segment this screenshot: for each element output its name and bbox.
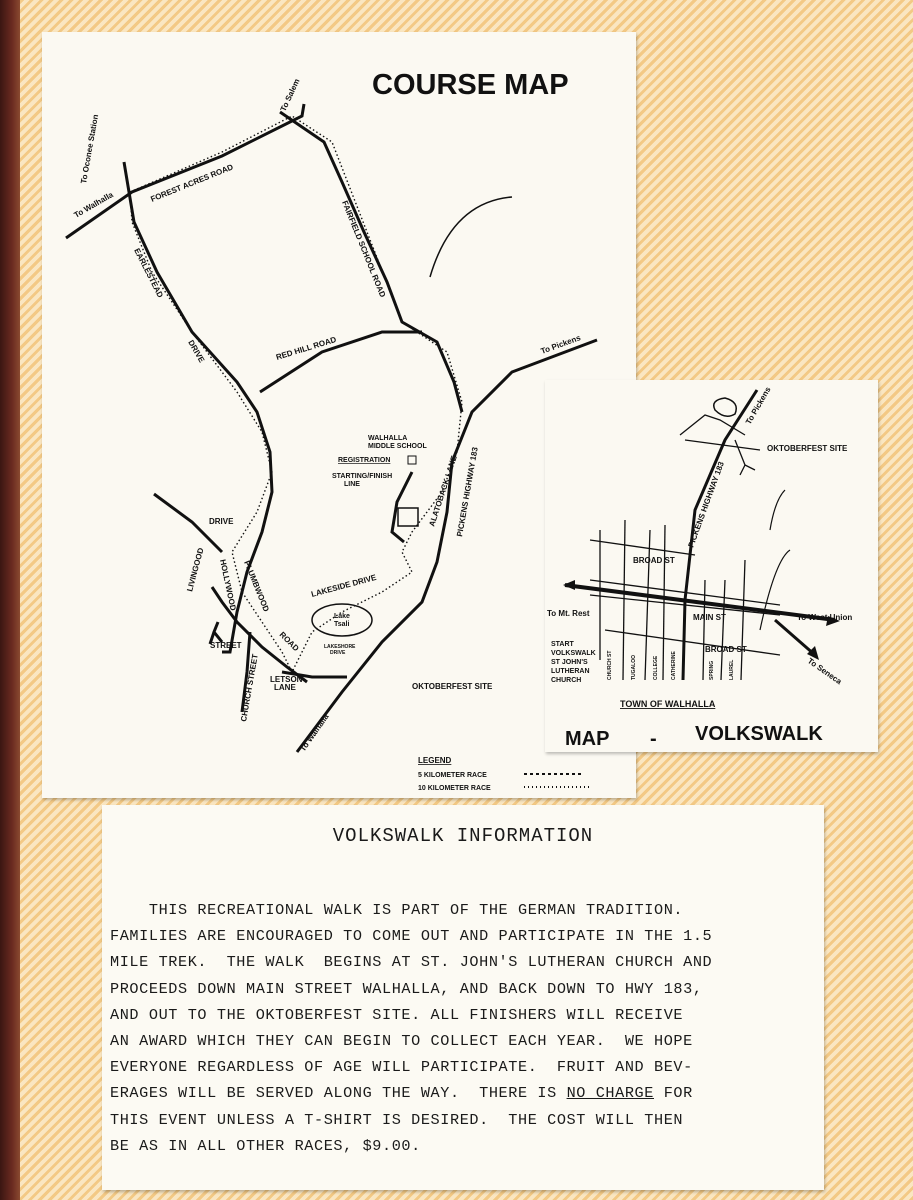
map-title-dash: - bbox=[650, 728, 657, 750]
to-pickens-label: To Pickens bbox=[743, 385, 773, 426]
livingood-label: LIVINGOOD bbox=[185, 546, 206, 593]
road-label: ROAD bbox=[277, 630, 301, 654]
start-line-3: ST JOHN'S bbox=[551, 659, 588, 666]
binder-spine bbox=[0, 0, 20, 1200]
street-catherine: CATHERINE bbox=[671, 651, 677, 680]
direction-arrow bbox=[430, 197, 512, 277]
hollywood-label: HOLLYWOOD bbox=[218, 558, 238, 612]
street-church: CHURCH ST bbox=[607, 650, 613, 680]
letson-label: LETSON bbox=[270, 675, 303, 684]
map-title-right: VOLKSWALK bbox=[695, 723, 823, 745]
info-body bbox=[110, 897, 822, 1159]
start-label-1: STARTING/FINISH bbox=[332, 473, 393, 480]
registration-marker bbox=[408, 456, 416, 464]
school-label-1: WALHALLA bbox=[368, 435, 408, 442]
to-walhalla-top-label: To Walhalla bbox=[72, 190, 115, 220]
info-line-9: THIS EVENT UNLESS A T-SHIRT IS DESIRED. THE COST WILL THEN bbox=[110, 1110, 684, 1129]
street-spring: SPRING bbox=[709, 660, 715, 680]
street-label: STREET bbox=[210, 641, 242, 650]
info-line-3: MILE TREK. THE WALK BEGINS AT ST. JOHN'S LUTHERAN CHURCH AND bbox=[110, 953, 713, 972]
street-tugaloo: TUGALOO bbox=[631, 655, 637, 680]
volkswalk-map bbox=[545, 380, 878, 752]
start-line-5: CHURCH bbox=[551, 677, 582, 684]
school-building bbox=[398, 508, 418, 526]
info-line-10: BE AS IN ALL OTHER RACES, $9.00. bbox=[110, 1136, 421, 1155]
arrow-mt-rest bbox=[563, 580, 575, 590]
plumbwood-label: PLUMBWOOD bbox=[242, 559, 271, 614]
to-walhalla-bottom-label: To Walhalla bbox=[298, 712, 331, 754]
alatoback-label: ALATOBACK LANE bbox=[427, 454, 459, 528]
no-charge-text: NO CHARGE bbox=[566, 1084, 654, 1103]
to-west-union-label: To West Union bbox=[797, 613, 853, 622]
broad-st-bottom: BROAD ST bbox=[705, 645, 747, 654]
fairfield-label: FAIRFIELD SCHOOL ROAD bbox=[340, 199, 388, 299]
legend-10km: 10 KILOMETER RACE bbox=[418, 785, 491, 792]
to-oconee-label: To Oconee Station bbox=[79, 113, 101, 185]
lakeside-label: LAKESIDE DRIVE bbox=[310, 572, 378, 599]
seneca-road bbox=[775, 620, 815, 655]
info-line-6: AN AWARD WHICH THEY CAN BEGIN TO COLLECT EACH YEAR. WE HOPE bbox=[110, 1032, 693, 1051]
to-mt-rest-label: To Mt. Rest bbox=[547, 609, 590, 618]
oktoberfest-label: OKTOBERFEST SITE bbox=[767, 444, 848, 453]
start-label-2: LINE bbox=[344, 481, 360, 488]
alatoback-lane bbox=[392, 472, 412, 542]
forest-acres-label: FOREST ACRES ROAD bbox=[149, 162, 235, 204]
info-line-8: ERAGES WILL BE SERVED ALONG THE WAY. THERE IS bbox=[110, 1084, 567, 1103]
volkswalk-map-card bbox=[545, 380, 878, 752]
town-label: TOWN OF WALHALLA bbox=[620, 699, 716, 709]
info-line-2: FAMILIES ARE ENCOURAGED TO COME OUT AND PARTICIPATE IN THE 1.5 bbox=[110, 927, 713, 946]
start-line-2: VOLKSWALK bbox=[551, 650, 596, 657]
lake-tsali bbox=[312, 604, 372, 636]
drive-label: DRIVE bbox=[186, 338, 207, 365]
map-title-left: MAP bbox=[565, 728, 610, 750]
info-line-8-end: FOR bbox=[654, 1084, 693, 1103]
red-hill-label: RED HILL ROAD bbox=[274, 335, 338, 362]
lakeshore-label-1: LAKESHORE bbox=[324, 644, 356, 650]
school-label-2: MIDDLE SCHOOL bbox=[368, 443, 427, 450]
registration-label: REGISTRATION bbox=[338, 457, 391, 464]
race-route-dots bbox=[130, 116, 462, 672]
lake-label-2: Tsali bbox=[334, 621, 350, 628]
earlestead-label: EARLESTEAD bbox=[132, 246, 165, 300]
red-hill-road bbox=[260, 332, 422, 392]
info-line-4: PROCEEDS DOWN MAIN STREET WALHALLA, AND BACK DOWN TO HWY 183, bbox=[110, 979, 703, 998]
side-roads bbox=[760, 490, 790, 630]
pickens-hwy-label: PICKENS HIGHWAY 183 bbox=[686, 460, 726, 549]
course-map-title: COURSE MAP bbox=[372, 69, 569, 101]
fairground-road bbox=[735, 440, 755, 475]
lake-label-1: Lake bbox=[334, 613, 350, 620]
info-line-1: THIS RECREATIONAL WALK IS PART OF THE GERMAN TRADITION. bbox=[110, 901, 684, 919]
main-st-label: MAIN ST bbox=[693, 613, 726, 622]
drive2-label: DRIVE bbox=[209, 517, 234, 526]
to-seneca-label: To Seneca bbox=[805, 656, 844, 687]
broad-st-top: BROAD ST bbox=[633, 556, 675, 565]
pickens-hwy-label: PICKENS HIGHWAY 183 bbox=[455, 446, 480, 538]
to-pickens-label: To Pickens bbox=[539, 333, 582, 356]
start-line-1: START bbox=[551, 641, 574, 648]
oktoberfest-label: OKTOBERFEST SITE bbox=[412, 682, 493, 691]
to-salem-label: To Salem bbox=[278, 77, 302, 113]
pond bbox=[714, 398, 737, 416]
legend-5km: 5 KILOMETER RACE bbox=[418, 772, 487, 779]
lakeshore-label-2: DRIVE bbox=[330, 650, 346, 656]
street-college: COLLEGE bbox=[653, 655, 659, 680]
volkswalk-info-card bbox=[102, 805, 824, 1190]
info-line-7: EVERYONE REGARDLESS OF AGE WILL PARTICIPATE. FRUIT AND BEV- bbox=[110, 1058, 693, 1077]
legend-title: LEGEND bbox=[418, 756, 452, 765]
start-label-block bbox=[551, 641, 596, 684]
info-line-5: AND OUT TO THE OKTOBERFEST SITE. ALL FINISHERS WILL RECEIVE bbox=[110, 1005, 684, 1024]
info-title: VOLKSWALK INFORMATION bbox=[332, 825, 594, 847]
start-line-4: LUTHERAN bbox=[551, 668, 590, 675]
church-street-label: CHURCH STREET bbox=[239, 653, 260, 723]
street-laurel: LAUREL bbox=[729, 659, 735, 680]
forest-acres-road bbox=[66, 104, 304, 238]
lane-label: LANE bbox=[274, 683, 296, 692]
